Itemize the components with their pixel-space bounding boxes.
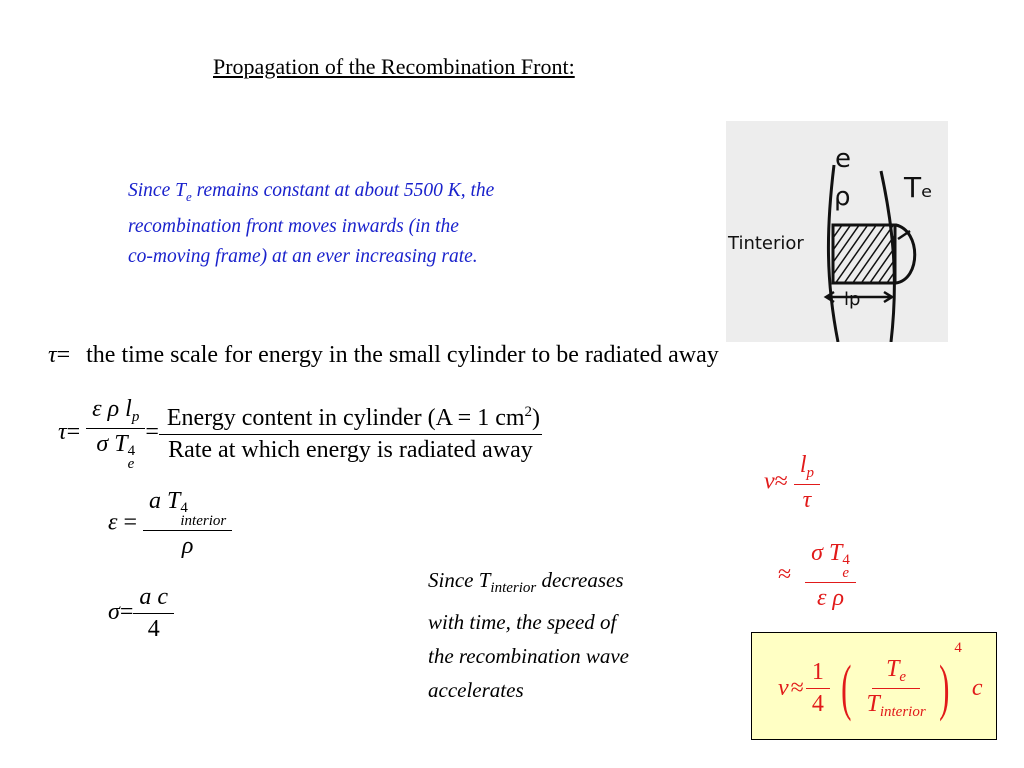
l-subscript: p — [131, 409, 140, 425]
right-paren: ) — [938, 654, 950, 722]
cylinder-sketch-drawing — [726, 121, 948, 342]
tau-description: the time scale for energy in the small cylinder to be radiated away — [86, 342, 719, 368]
tau-eq1: = — [66, 419, 81, 446]
epsilon-denominator: ρ — [181, 533, 194, 559]
tinterior-ratio-symbol: T — [866, 690, 880, 717]
t-symbol: T — [114, 431, 128, 457]
t-interior-superscript: 4 — [180, 500, 188, 516]
sketch-label-lp: lp — [844, 289, 861, 310]
te-superscript: 4 — [842, 552, 850, 568]
te-subscript: e — [842, 565, 850, 581]
te-ratio-subscript: e — [899, 668, 907, 685]
tau-eq2: = — [145, 419, 159, 446]
hatched-cylinder — [833, 225, 895, 283]
te-ratio-symbol: T — [886, 655, 900, 682]
sketch-label-te: Tₑ — [904, 171, 933, 204]
radiation-rate-text: Rate at which energy is radiated away — [168, 436, 533, 463]
velocity-equation-2 — [778, 540, 856, 612]
tau-equation — [58, 396, 542, 471]
epsilon-equation — [108, 488, 232, 560]
intro-paragraph — [128, 176, 628, 272]
sigma-denominator: 4 — [147, 616, 160, 642]
lp-symbol: l — [799, 452, 807, 478]
tau-denominator: τ — [802, 487, 812, 513]
c-symbol: c — [971, 674, 983, 701]
rho-symbol: ρ — [107, 396, 120, 422]
epsilon-rho-denominator: ε ρ — [817, 585, 845, 611]
t-interior-symbol: T — [167, 488, 181, 514]
sketch-label-tinterior: Tinterior — [728, 233, 804, 254]
sigma-lhs: σ — [108, 599, 120, 626]
conclusion-line-1: Since $T_{interior}$ decreases — [428, 568, 624, 597]
conclusion-line-2: with time, the speed of — [428, 610, 617, 635]
epsilon-lhs: ε — [108, 509, 118, 536]
one-quarter-num: 1 — [806, 659, 830, 689]
te-symbol: T — [829, 540, 843, 566]
epsilon-equals: = — [123, 509, 138, 536]
lp-subscript: p — [806, 465, 814, 481]
sigma-numerator: a c — [133, 584, 174, 614]
velocity-fraction-2 — [805, 540, 856, 612]
epsilon-symbol: ε — [92, 396, 102, 422]
velocity-fraction-1 — [794, 452, 820, 514]
velocity-equation-3 — [778, 640, 983, 736]
approx-sign-3: ≈ — [790, 674, 804, 701]
tau-word-fraction — [159, 404, 542, 464]
tau-equals: = — [56, 342, 71, 368]
one-quarter-den: 4 — [811, 690, 824, 717]
sigma-equation — [108, 584, 174, 643]
approx-sign: ≈ — [774, 468, 788, 495]
v-result-symbol: v — [778, 674, 789, 701]
one-quarter-fraction — [806, 659, 830, 718]
conclusion-paragraph — [428, 563, 728, 707]
intro-line-1: Since $T_e$ remains constant at about 5500 K, the — [128, 180, 495, 204]
left-paren: ( — [840, 654, 852, 722]
epsilon-fraction — [143, 488, 232, 560]
v-symbol: v — [764, 468, 775, 495]
t-superscript: 4 — [127, 443, 136, 459]
tinterior-ratio-subscript: interior — [879, 703, 926, 720]
sketch-label-rho: ρ — [834, 182, 851, 212]
tau-lhs: τ — [58, 419, 67, 446]
power-four: 4 — [954, 640, 962, 656]
t-subscript: e — [127, 456, 135, 472]
velocity-equation-1 — [764, 452, 820, 514]
cm-exponent: 2 — [524, 403, 533, 420]
conclusion-line-3: the recombination wave — [428, 644, 630, 669]
intro-line-3: co-moving frame) at an ever increasing rate. — [128, 245, 478, 267]
t-interior-subscript: interior — [180, 513, 227, 529]
sketch-label-e: e — [835, 144, 851, 174]
tau-symbolic-fraction — [86, 396, 145, 471]
intro-line-2: recombination front moves inwards (in the — [128, 215, 459, 237]
cylinder-sketch — [726, 121, 948, 342]
tau-definition — [48, 342, 719, 369]
sigma-num-symbol: σ — [811, 540, 824, 566]
tau-symbol: τ — [48, 342, 57, 368]
sigma-equals: = — [119, 599, 134, 626]
l-symbol: l — [125, 396, 132, 422]
a-symbol: a — [149, 488, 162, 514]
conclusion-line-4: accelerates — [428, 678, 524, 703]
sigma-symbol: σ — [96, 431, 109, 457]
slide-title: Propagation of the Recombination Front: — [213, 54, 575, 79]
energy-content-text: Energy content in cylinder (A = 1 cm — [166, 404, 525, 431]
temperature-ratio-fraction — [860, 656, 931, 721]
approx-sign-2: ≈ — [778, 561, 792, 588]
sigma-fraction — [133, 584, 174, 643]
close-paren: ) — [532, 404, 541, 431]
